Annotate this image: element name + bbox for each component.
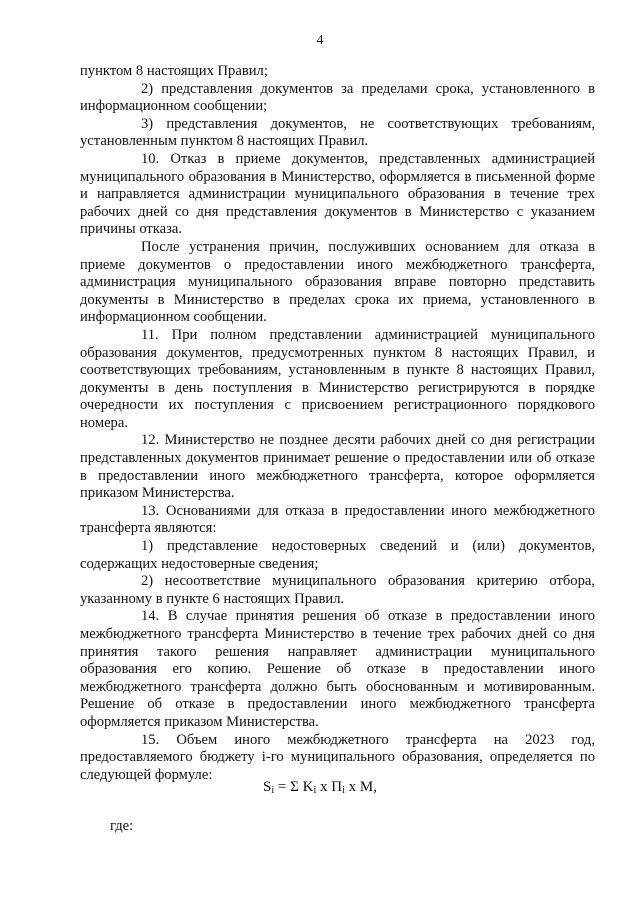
- paragraph: 3) представления документов, не соответствующих требованиям, установленным пунктом 8 настоящих Правил.: [80, 115, 595, 150]
- page-number: 4: [316, 33, 324, 48]
- paragraph: 10. Отказ в приеме документов, представленных администрацией муниципального образования в Министерство, оформляется в письменной форме и направляется администрации муниципального образования в течение трех рабочих дней со дня представления документов в Министерство с указанием причины отказа.: [80, 150, 595, 238]
- paragraph: 1) представление недостоверных сведений и (или) документов, содержащих недостоверные сведения;: [80, 538, 595, 572]
- paragraph: пунктом 8 настоящих Правил;: [80, 63, 268, 79]
- paragraph: 15. Объем иного межбюджетного трансферта на 2023 год, предоставляемого бюджету i-го муниципального образования, определяется по следующей формуле:: [80, 731, 595, 783]
- formula-s-subscript: i: [271, 785, 275, 796]
- document-body: [80, 63, 595, 784]
- formula-p-subscript: i: [342, 785, 345, 796]
- where-label: где:: [110, 818, 134, 834]
- paragraph: 14. В случае принятия решения об отказе в предоставлении иного межбюджетного трансферта Министерство в течение трех рабочих дней со дня принятия такого решения направляет администрации муниципального образования его копию. Решение об отказе в предоставлении иного межбюджетного трансферта должно быть обоснованным и мотивированным. Решение об отказе в предоставлении иного межбюджетного трансферта оформляется приказом Министерства.: [80, 608, 595, 730]
- formula-s: S: [263, 779, 272, 795]
- paragraph: 13. Основаниями для отказа в предоставлении иного межбюджетного трансферта являются:: [80, 502, 595, 537]
- paragraph: 12. Министерство не позднее десяти рабочих дней со дня регистрации представленных документов принимает решение о предоставлении или об отказе в предоставлении иного межбюджетного трансферта, которое оформляется приказом Министерства.: [80, 432, 595, 502]
- formula: [0, 778, 640, 800]
- paragraph: 2) несоответствие муниципального образования критерию отбора, указанному в пункте 6 настоящих Правил.: [80, 573, 595, 607]
- formula-sum-k: = Σ K: [274, 779, 314, 795]
- paragraph: 11. При полном представлении администрацией муниципального образования документов, предусмотренных пунктом 8 настоящих Правил, и соответствующих требованиям, установленным в пункте 8 настоящих Правил, документы в день поступления в Министерство регистрируются в порядке очередности их поступления с присвоением регистрационного порядкового номера.: [80, 326, 595, 431]
- formula-times-p: x П: [316, 779, 343, 795]
- formula-times-m: x M,: [344, 779, 377, 795]
- formula-k-subscript: i: [313, 785, 317, 796]
- paragraph: После устранения причин, послуживших основанием для отказа в приеме документов о предоставлении иного межбюджетного трансферта, администрация муниципального образования вправе повторно представить документы в Министерство в пределах срока их приема, установленного в информационном сообщении.: [80, 238, 595, 326]
- paragraph: 2) представления документов за пределами срока, установленного в информационном сообщении;: [80, 80, 595, 115]
